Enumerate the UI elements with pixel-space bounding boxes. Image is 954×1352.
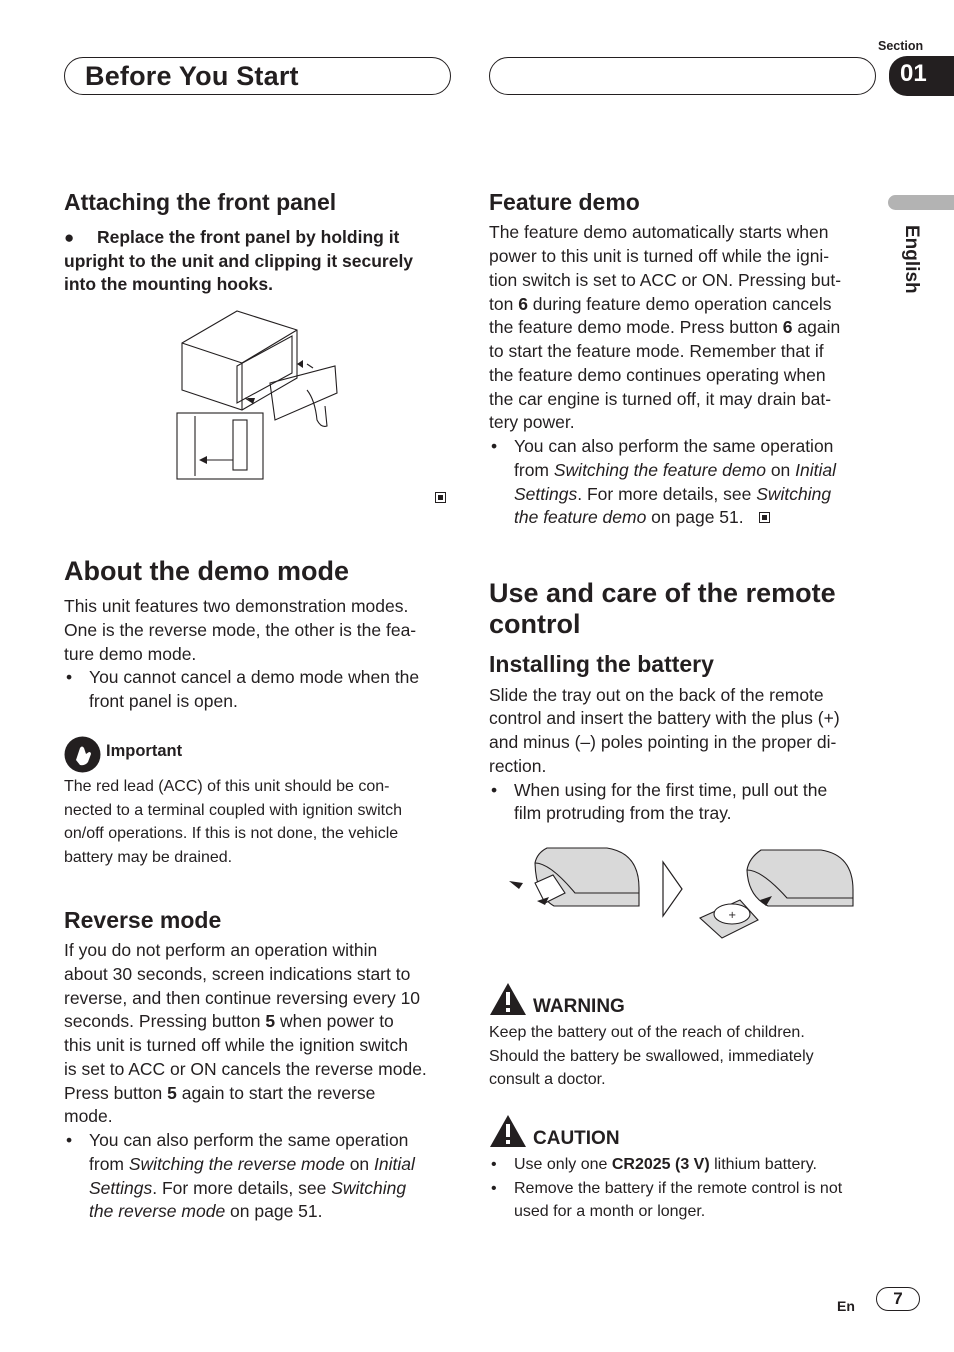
text-span: on (344, 1154, 375, 1174)
feature-l4 (489, 293, 831, 317)
feature-bullet-l2 (514, 459, 836, 483)
feature-l9: tery power. (489, 412, 575, 432)
reverse-bullet-l1: You can also perform the same operation (89, 1130, 409, 1150)
caution-b2-l1: Remove the battery if the remote control is not (514, 1180, 843, 1197)
header-title-box (64, 57, 451, 95)
caution-b2-l2: used for a month or longer. (514, 1203, 706, 1220)
text-span: on (765, 460, 796, 480)
important-l3: on/off operations. If this is not done, the vehicle (64, 825, 399, 842)
feature-ref-2: the feature demo (514, 507, 647, 527)
feature-l8: the car engine is turned off, it may drain bat- (489, 389, 832, 409)
caution-label: CAUTION (533, 1128, 620, 1149)
page-title: Before You Start (85, 61, 299, 91)
text-span: Use only one (514, 1156, 612, 1173)
reverse-ref-2: Switching (331, 1178, 407, 1198)
text-span: from (514, 460, 554, 480)
header-empty-box (489, 57, 876, 95)
initial-settings-ref: Settings (514, 484, 578, 504)
feature-ref-2: Switching (756, 484, 832, 504)
language-side-label: English (901, 225, 922, 294)
demo-p3: ture demo mode. (64, 644, 197, 664)
feature-bullet-l3 (514, 483, 831, 507)
demo-bullet-l2: front panel is open. (89, 691, 238, 711)
text-span: on page 51. (225, 1201, 323, 1221)
battery-l1: Slide the tray out on the back of the remote (489, 685, 824, 705)
warning-l3: consult a doctor. (489, 1071, 606, 1088)
demo-heading: About the demo mode (64, 556, 349, 586)
battery-bullet-l1: When using for the first time, pull out the (514, 780, 828, 800)
arrow-right-icon (660, 860, 686, 918)
reverse-heading: Reverse mode (64, 907, 222, 933)
text-span: the feature demo mode. Press button (489, 317, 783, 337)
important-l4: battery may be drained. (64, 849, 233, 866)
reverse-l8: mode. (64, 1106, 113, 1126)
demo-bullet-l1: You cannot cancel a demo mode when the (89, 667, 420, 687)
text-span: lithium battery. (709, 1156, 817, 1173)
warning-l2: Should the battery be swallowed, immediately (489, 1048, 814, 1065)
reverse-ref-2: the reverse mode (89, 1201, 226, 1221)
text-span: ton (489, 294, 519, 314)
text-span: . For more details, see (152, 1178, 332, 1198)
demo-p2: One is the reverse mode, the other is the fea- (64, 620, 417, 640)
battery-model: CR2025 (3 V) (611, 1156, 710, 1173)
reverse-l7c: again to start the reverse (176, 1083, 376, 1103)
bullet-icon: • (491, 436, 498, 456)
feature-button-6b: 6 (782, 317, 793, 337)
important-label: Important (106, 742, 183, 760)
important-l1: The red lead (ACC) of this unit should be con- (64, 778, 390, 795)
bullet-icon: • (66, 667, 73, 687)
reverse-l4a: seconds. Pressing button (64, 1011, 266, 1031)
battery-l2: control and insert the battery with the plus (+) (489, 708, 840, 728)
attach-instruction-l2: upright to the unit and clipping it securely (64, 251, 414, 271)
bullet-icon: • (491, 1180, 497, 1197)
text-span: from (89, 1154, 129, 1174)
feature-bullet-l1: You can also perform the same operation (514, 436, 834, 456)
battery-heading: Installing the battery (489, 651, 714, 677)
caution-b1 (514, 1153, 817, 1177)
bullet-icon: • (491, 1156, 497, 1173)
battery-l4: rection. (489, 756, 547, 776)
reverse-l6: is set to ACC or ON cancels the reverse mode. (64, 1059, 427, 1079)
page-number: 7 (876, 1287, 920, 1311)
feature-bullet-l4 (514, 506, 744, 530)
warning-label: WARNING (533, 996, 625, 1017)
important-l2: nected to a terminal coupled with ignition switch (64, 802, 402, 819)
reverse-link-setting: Switching the reverse mode (128, 1154, 345, 1174)
reverse-l3: reverse, and then continue reversing every 10 (64, 988, 421, 1008)
language-side-tab (888, 195, 954, 210)
svg-text:+: + (728, 910, 737, 921)
text-span: during feature demo operation cancels (527, 294, 832, 314)
remote-heading-l1: Use and care of the remote (489, 578, 836, 608)
text-span: again (792, 317, 841, 337)
reverse-l2: about 30 seconds, screen indications start to (64, 964, 411, 984)
bullet-icon: • (66, 1130, 73, 1150)
feature-l1: The feature demo automatically starts when (489, 222, 829, 242)
reverse-l1: If you do not perform an operation within (64, 940, 378, 960)
reverse-l4c: when power to (275, 1011, 394, 1031)
reverse-button-5: 5 (265, 1011, 276, 1031)
feature-l6: to start the feature mode. Remember that if (489, 341, 824, 361)
caution-triangle-icon (489, 1114, 527, 1148)
reverse-button-5b: 5 (167, 1083, 177, 1103)
end-mark-icon (435, 492, 446, 503)
feature-ref: Switching the feature demo (553, 460, 766, 480)
warning-l1: Keep the battery out of the reach of children. (489, 1024, 805, 1041)
initial-settings-ref: Settings (89, 1178, 153, 1198)
important-hand-icon (64, 736, 101, 773)
feature-l2: power to this unit is turned off while the igni- (489, 246, 830, 266)
remote-battery-illustration (692, 840, 862, 945)
reverse-bullet-l4 (89, 1200, 323, 1224)
text-span: . For more details, see (577, 484, 757, 504)
feature-l3: tion switch is set to ACC or ON. Pressing but- (489, 270, 842, 290)
battery-l3: and minus (–) poles pointing in the proper di- (489, 732, 837, 752)
feature-heading: Feature demo (489, 189, 640, 215)
bullet-icon: • (491, 780, 498, 800)
attach-heading: Attaching the front panel (64, 189, 337, 215)
reverse-l7 (64, 1082, 375, 1106)
demo-p1: This unit features two demonstration modes. (64, 596, 409, 616)
text-span: on page 51. (646, 507, 744, 527)
footer-lang: En (837, 1298, 855, 1314)
feature-l7: the feature demo continues operating when (489, 365, 826, 385)
remote-tray-illustration (505, 843, 645, 918)
reverse-l5: this unit is turned off while the ignition switch (64, 1035, 409, 1055)
initial-settings-ref: Initial (795, 460, 837, 480)
reverse-bullet-l2 (89, 1153, 415, 1177)
remote-heading-l2: control (489, 609, 581, 639)
attach-instruction-l1: Replace the front panel by holding it (97, 227, 400, 247)
reverse-l7a: Press button (64, 1083, 168, 1103)
section-number-badge: 01 (889, 56, 954, 96)
warning-triangle-icon (489, 982, 527, 1016)
reverse-bullet-l3 (89, 1177, 406, 1201)
section-label: Section (878, 39, 924, 53)
feature-l5 (489, 316, 840, 340)
battery-bullet-l2: film protruding from the tray. (514, 803, 732, 823)
feature-button-6: 6 (518, 294, 528, 314)
end-mark-icon (759, 512, 770, 523)
instruction-bullet-icon: ● (64, 228, 75, 247)
reverse-l4 (64, 1010, 394, 1034)
front-panel-illustration (175, 308, 350, 483)
attach-instruction-l3: into the mounting hooks. (64, 274, 274, 294)
initial-settings-ref: Initial (374, 1154, 415, 1174)
